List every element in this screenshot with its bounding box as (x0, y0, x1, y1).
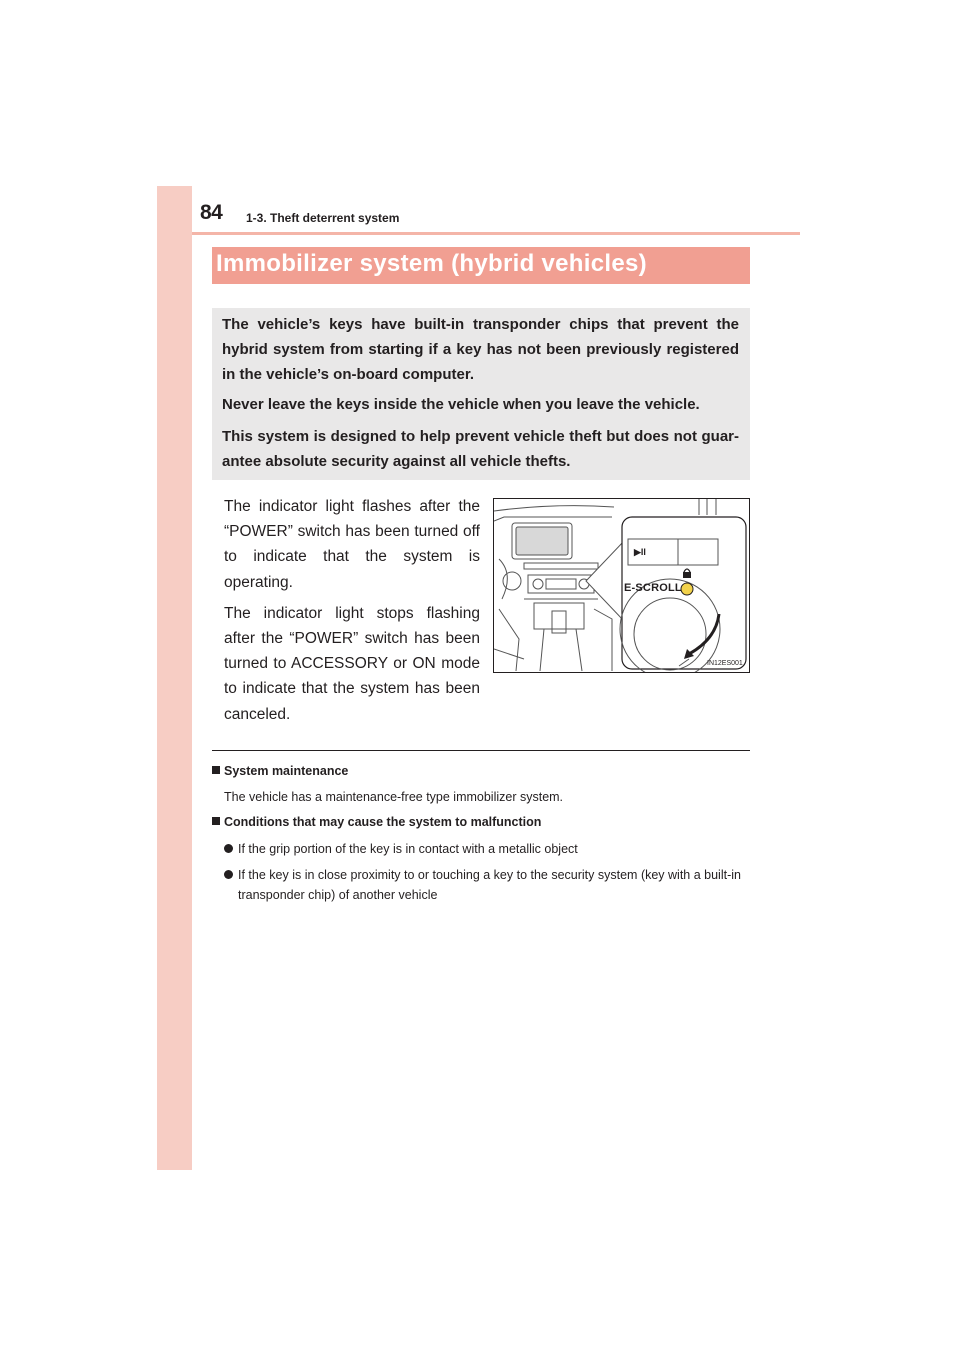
page-number: 84 (200, 201, 223, 224)
intro-box (212, 308, 750, 480)
title-banner (212, 247, 750, 284)
intro-paragraph: The vehicle’s keys have built-in transponder chips that prevent the hybrid system from starting if a key has not been previously registered in the vehicle’s on-board computer. (222, 316, 739, 383)
square-bullet-icon (212, 817, 220, 825)
body-paragraph: The indicator light flashes after the “POWER” switch has been turned off to indicate that the system is operating. (224, 498, 480, 591)
header-divider (192, 232, 800, 235)
note-heading-text: System maintenance (224, 764, 349, 778)
notes-divider (212, 750, 750, 751)
list-item (224, 839, 750, 859)
note-heading-text: Conditions that may cause the system to malfunction (224, 815, 542, 829)
body-paragraph: The indicator light stops flashing after the “POWER” switch has been turned to ACCESSORY or ON mode to indicate that the system has been canceled. (224, 604, 480, 723)
body-text (224, 494, 480, 733)
note-heading-system-maintenance (212, 764, 348, 778)
list-item-text: If the grip portion of the key is in contact with a metallic object (238, 842, 578, 856)
list-item-text: If the key is in close proximity to or touching a key to the security system (key with a built-in transponder chip) of another vehicle (238, 868, 741, 902)
section-title: 1-3. Theft deterrent system (246, 211, 400, 225)
note-heading-malfunction-conditions (212, 815, 541, 829)
dashboard-drawing (494, 499, 749, 672)
round-bullet-icon (224, 844, 233, 853)
round-bullet-icon (224, 870, 233, 879)
note-text: The vehicle has a maintenance-free type immobilizer system. (224, 790, 564, 804)
list-item (224, 865, 750, 905)
intro-paragraph: This system is designed to help prevent vehicle theft but does not guar-antee absolute security against all vehicle thefts. (222, 428, 739, 470)
e-scroll-label: E-SCROLL (624, 582, 682, 594)
intro-paragraph: Never leave the keys inside the vehicle when you leave the vehicle. (222, 396, 700, 413)
dashboard-illustration (493, 498, 750, 673)
page-title: Immobilizer system (hybrid vehicles) (216, 250, 647, 277)
illustration-code: IN12ES001 (707, 660, 743, 667)
play-pause-symbol: ▶II (634, 547, 646, 557)
side-tab-strip (157, 186, 192, 1170)
square-bullet-icon (212, 766, 220, 774)
